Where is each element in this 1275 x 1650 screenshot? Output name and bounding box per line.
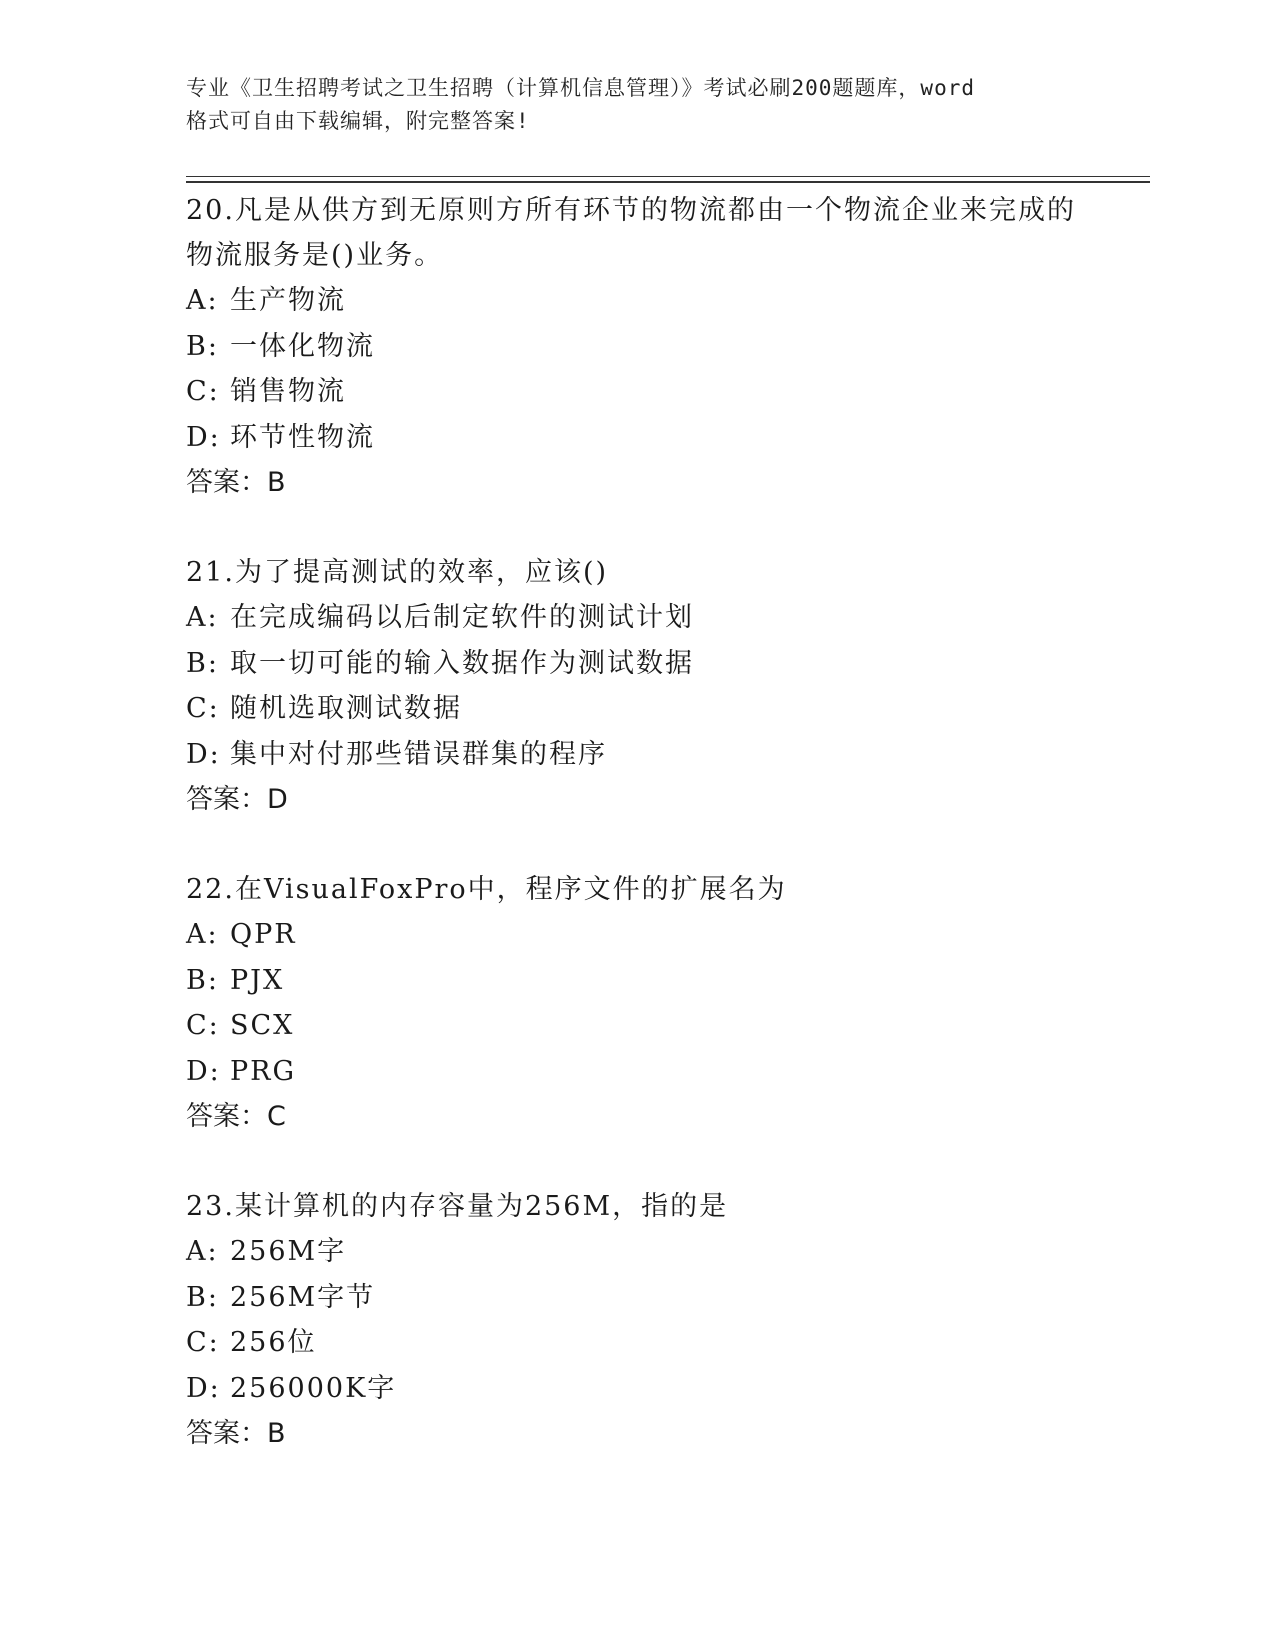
option-text: 随机选取测试数据 bbox=[230, 693, 462, 724]
option-text: 256位 bbox=[230, 1327, 317, 1358]
question-22 bbox=[186, 867, 1106, 1140]
option-letter: A: bbox=[186, 285, 219, 316]
option-letter: B: bbox=[186, 330, 219, 362]
option-a bbox=[186, 278, 1106, 324]
header-line-1: 专业《卫生招聘考试之卫生招聘（计算机信息管理）》考试必刷200题题库，word bbox=[186, 76, 975, 100]
answer-line: 答案：C bbox=[186, 1101, 286, 1132]
question-list bbox=[186, 188, 1106, 1501]
answer-line: 答案：B bbox=[186, 467, 286, 498]
option-letter: A: bbox=[186, 919, 219, 950]
option-letter: B: bbox=[186, 1281, 219, 1313]
option-b bbox=[186, 324, 1106, 370]
option-letter: D: bbox=[186, 1055, 221, 1087]
option-text: PRG bbox=[230, 1055, 297, 1087]
option-text: 取一切可能的输入数据作为测试数据 bbox=[230, 647, 694, 679]
option-c bbox=[186, 1003, 1106, 1049]
option-text: SCX bbox=[230, 1010, 295, 1041]
header-divider-thick bbox=[186, 181, 1150, 183]
answer-line: 答案：D bbox=[186, 784, 288, 815]
document-header bbox=[186, 72, 1086, 138]
option-letter: D: bbox=[186, 421, 221, 453]
option-letter: A: bbox=[186, 602, 219, 633]
option-letter: C: bbox=[186, 1327, 220, 1358]
option-letter: C: bbox=[186, 1010, 220, 1041]
question-20 bbox=[186, 188, 1106, 506]
option-letter: A: bbox=[186, 1236, 219, 1267]
option-b bbox=[186, 1275, 1106, 1321]
option-d bbox=[186, 732, 1106, 778]
option-text: QPR bbox=[230, 919, 297, 950]
option-letter: D: bbox=[186, 1372, 221, 1404]
option-b bbox=[186, 958, 1106, 1004]
option-c bbox=[186, 1320, 1106, 1366]
option-text: 一体化物流 bbox=[230, 330, 375, 362]
option-text: 集中对付那些错误群集的程序 bbox=[230, 738, 607, 770]
question-stem-line: 20.凡是从供方到无原则方所有环节的物流都由一个物流企业来完成的 bbox=[186, 195, 1076, 226]
option-a bbox=[186, 1229, 1106, 1275]
option-d bbox=[186, 415, 1106, 461]
question-stem-line: 21.为了提高测试的效率，应该() bbox=[186, 557, 609, 588]
option-a bbox=[186, 912, 1106, 958]
option-d bbox=[186, 1049, 1106, 1095]
option-text: 生产物流 bbox=[230, 285, 346, 316]
option-text: 环节性物流 bbox=[230, 421, 375, 453]
question-stem-line: 23.某计算机的内存容量为256M，指的是 bbox=[186, 1191, 729, 1222]
question-21 bbox=[186, 550, 1106, 823]
question-23 bbox=[186, 1184, 1106, 1457]
question-stem-line: 物流服务是()业务。 bbox=[186, 240, 444, 271]
option-letter: B: bbox=[186, 647, 219, 679]
option-letter: D: bbox=[186, 738, 221, 770]
header-line-2: 格式可自由下载编辑，附完整答案! bbox=[186, 109, 530, 133]
option-letter: C: bbox=[186, 376, 220, 407]
option-letter: B: bbox=[186, 964, 219, 996]
option-text: 256000K字 bbox=[230, 1372, 397, 1404]
option-text: 256M字 bbox=[230, 1236, 347, 1267]
option-a bbox=[186, 595, 1106, 641]
answer-line: 答案：B bbox=[186, 1418, 286, 1449]
option-c bbox=[186, 369, 1106, 415]
question-stem-line: 22.在VisualFoxPro中，程序文件的扩展名为 bbox=[186, 874, 787, 905]
option-b bbox=[186, 641, 1106, 687]
header-divider-thin bbox=[186, 176, 1150, 177]
option-text: 在完成编码以后制定软件的测试计划 bbox=[230, 602, 694, 633]
option-letter: C: bbox=[186, 693, 220, 724]
option-d bbox=[186, 1366, 1106, 1412]
option-text: PJX bbox=[230, 964, 285, 996]
option-c bbox=[186, 686, 1106, 732]
option-text: 256M字节 bbox=[230, 1281, 376, 1313]
option-text: 销售物流 bbox=[230, 376, 346, 407]
